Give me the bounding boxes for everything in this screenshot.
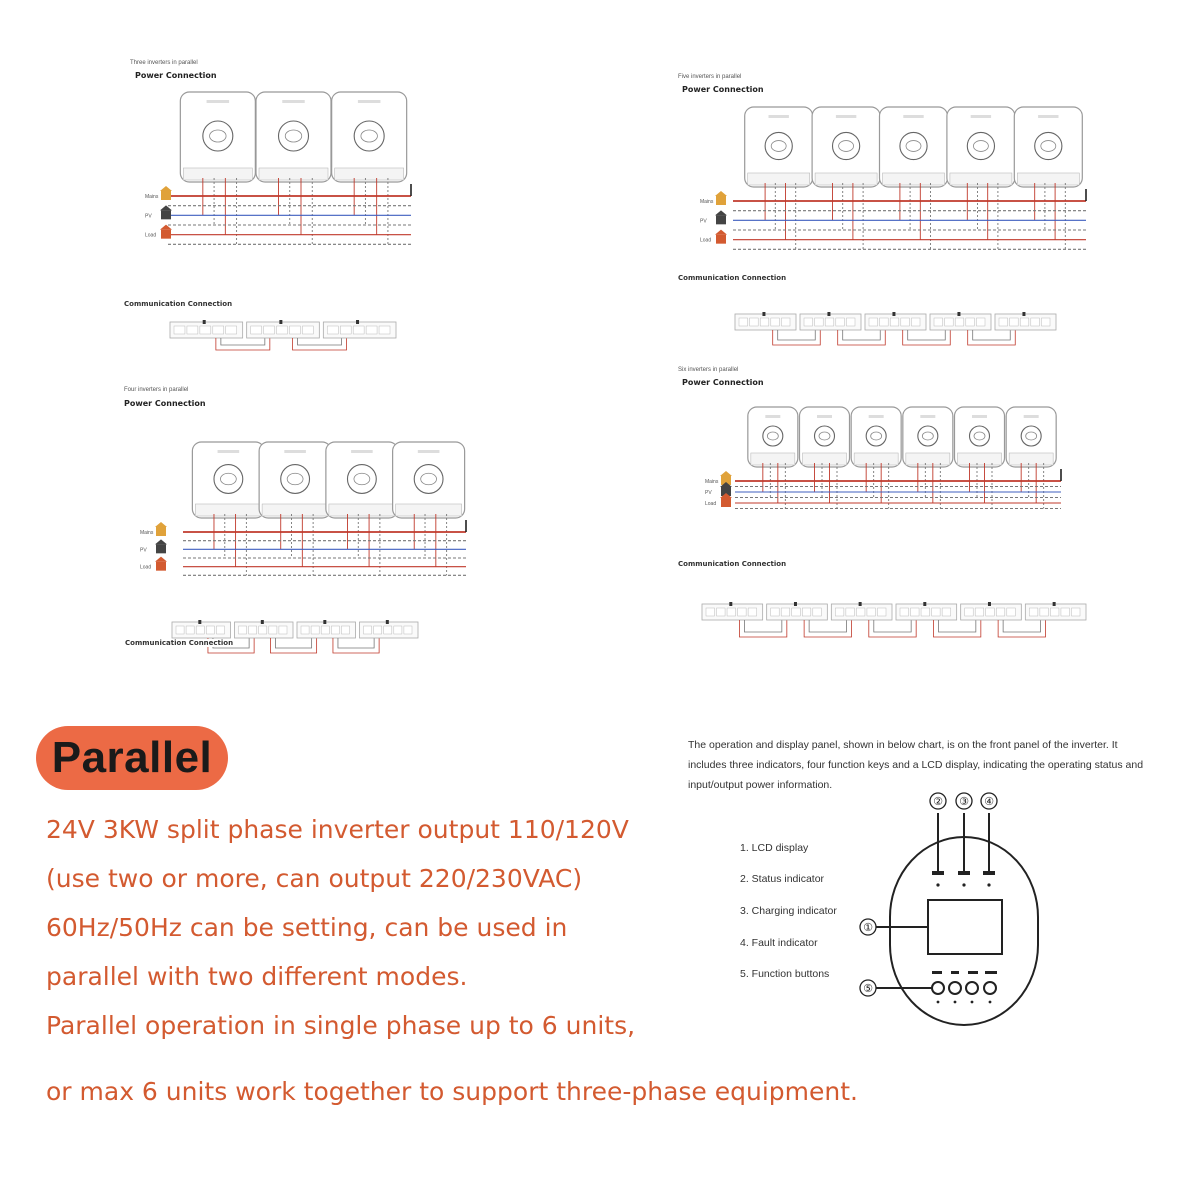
bus-label: Load — [705, 501, 717, 507]
description-line-6: or max 6 units work together to support three-phase equipment. — [46, 1077, 858, 1106]
comm-port-block — [735, 312, 796, 330]
charging-indicator — [958, 871, 970, 875]
description-line-3: 60Hz/50Hz can be setting, can be used in — [46, 913, 568, 942]
comm-port-block — [247, 320, 320, 338]
callout-1: ① — [863, 921, 873, 934]
comm-port-block — [896, 602, 957, 620]
comm-port-block — [961, 602, 1022, 620]
four-inverters-power-diagram — [140, 440, 470, 590]
legend-status-indicator: 2. Status indicator — [740, 873, 825, 885]
lcd-display — [928, 900, 1002, 954]
parallel-badge-label: Parallel — [51, 733, 213, 782]
five-inverters-comm-diagram — [733, 312, 1058, 350]
comm-port-block — [1025, 602, 1086, 620]
inverter-unit — [180, 92, 255, 182]
load-house-icon — [716, 235, 726, 244]
comm-port-block — [995, 312, 1056, 330]
comm-port-block — [702, 602, 763, 620]
bus-label: PV — [145, 213, 152, 220]
four-comm-title: Communication Connection — [125, 639, 234, 647]
callout-5: ⑤ — [863, 982, 873, 995]
fault-indicator — [983, 871, 995, 875]
inverter-unit — [748, 407, 798, 467]
five-comm-title: Communication Connection — [678, 274, 787, 282]
comm-port-block — [235, 620, 294, 638]
bus-label: Mains — [705, 479, 719, 485]
five-inverters-power-diagram — [700, 105, 1090, 265]
inverter-unit — [745, 107, 813, 187]
load-house-icon — [156, 562, 166, 571]
comm-port-block — [323, 320, 396, 338]
comm-port-block — [800, 312, 861, 330]
description-line-1: 24V 3KW split phase inverter output 110/120V — [46, 815, 629, 844]
three-power-connection-title: Power Connection — [135, 71, 217, 80]
callout-3: ③ — [959, 795, 969, 808]
three-inverters-comm-diagram — [168, 320, 398, 355]
inverter-unit — [812, 107, 880, 187]
callout-4: ④ — [984, 795, 994, 808]
function-button-4 — [984, 982, 996, 994]
inverter-unit — [1014, 107, 1082, 187]
function-button-3 — [966, 982, 978, 994]
panel-intro-text: The operation and display panel, shown in below chart, is on the front panel of the inverter. It includes three indicators, four function keys and a LCD display, indicating the operating status and input/output power information. — [688, 739, 1144, 791]
status-indicator — [932, 871, 944, 875]
comm-port-block — [831, 602, 892, 620]
comm-port-block — [930, 312, 991, 330]
load-house-icon — [721, 498, 731, 507]
inverter-unit — [903, 407, 953, 467]
description-line-2: (use two or more, can output 220/230VAC) — [46, 864, 583, 893]
three-comm-title: Communication Connection — [124, 300, 233, 308]
bus-label: Load — [145, 232, 157, 239]
pv-tower-icon — [716, 215, 726, 224]
bus-label: Mains — [145, 194, 159, 200]
parallel-badge — [36, 726, 228, 790]
legend-lcd-display: 1. LCD display — [740, 842, 809, 854]
inverter-unit — [192, 442, 264, 518]
inverter-unit — [851, 407, 901, 467]
description-line-5: Parallel operation in single phase up to 6 units, — [46, 1011, 636, 1040]
five-power-connection-title: Power Connection — [682, 85, 764, 94]
inverter-unit — [947, 107, 1015, 187]
legend-fault-indicator: 4. Fault indicator — [740, 937, 818, 949]
legend-charging-indicator: 3. Charging indicator — [740, 905, 837, 917]
inverter-unit — [259, 442, 331, 518]
comm-port-block — [172, 620, 231, 638]
function-button-1 — [932, 982, 944, 994]
inverter-unit — [800, 407, 850, 467]
five-inverters-subtitle: Five inverters in parallel — [678, 74, 742, 80]
three-inverters-subtitle: Three inverters in parallel — [130, 60, 198, 66]
comm-port-block — [865, 312, 926, 330]
description-line-4: parallel with two different modes. — [46, 962, 468, 991]
six-inverters-power-diagram — [705, 405, 1065, 520]
inverter-unit — [326, 442, 398, 518]
mains-icon — [716, 196, 726, 205]
inverter-unit — [393, 442, 465, 518]
bus-label: Mains — [140, 530, 154, 536]
six-comm-title: Communication Connection — [678, 560, 787, 568]
bus-label: PV — [140, 547, 147, 554]
mains-icon — [156, 527, 166, 536]
three-inverters-power-diagram — [145, 90, 415, 260]
front-panel-illustration — [850, 785, 1050, 1035]
load-house-icon — [161, 230, 171, 239]
legend-function-buttons: 5. Function buttons — [740, 968, 830, 980]
six-power-connection-title: Power Connection — [682, 378, 764, 387]
bus-label: Load — [140, 564, 152, 571]
six-inverters-comm-diagram — [700, 602, 1088, 642]
inverter-unit — [880, 107, 948, 187]
four-inverters-subtitle: Four inverters in parallel — [124, 387, 189, 393]
comm-port-block — [360, 620, 419, 638]
function-button-2 — [949, 982, 961, 994]
inverter-unit — [1006, 407, 1056, 467]
inverter-unit — [955, 407, 1005, 467]
mains-icon — [161, 191, 171, 200]
bus-label: PV — [705, 490, 712, 496]
four-power-connection-title: Power Connection — [124, 399, 206, 408]
bus-label: PV — [700, 218, 707, 225]
comm-port-block — [767, 602, 828, 620]
pv-tower-icon — [156, 544, 166, 553]
comm-port-block — [297, 620, 356, 638]
inverter-unit — [256, 92, 331, 182]
bus-label: Mains — [700, 199, 714, 205]
inverter-unit — [332, 92, 407, 182]
callout-2: ② — [933, 795, 943, 808]
six-inverters-subtitle: Six inverters in parallel — [678, 367, 739, 373]
bus-label: Load — [700, 237, 712, 244]
pv-tower-icon — [161, 210, 171, 219]
comm-port-block — [170, 320, 243, 338]
